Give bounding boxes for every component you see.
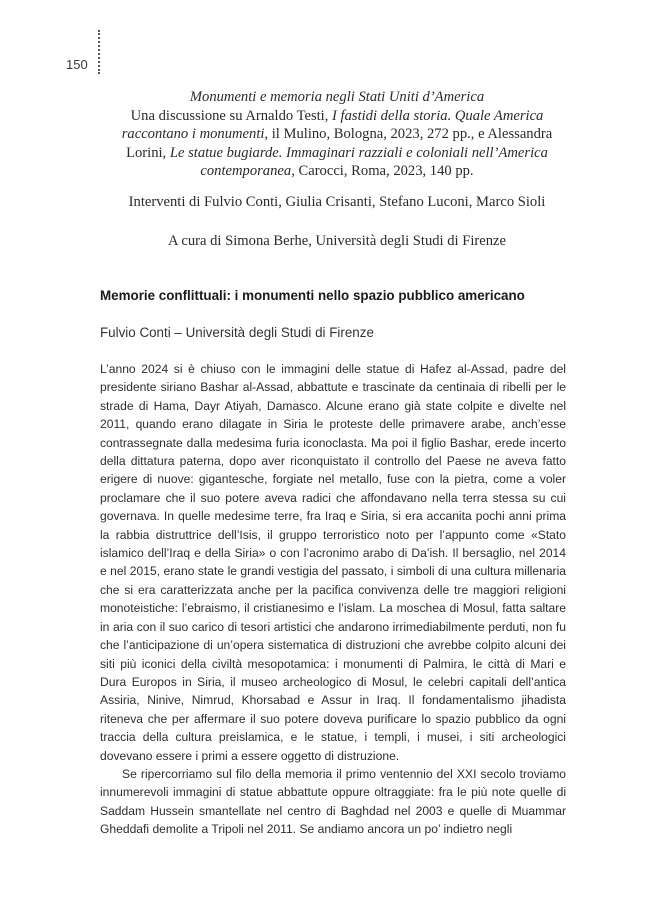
section-title: Memorie conflittuali: i monumenti nello spazio pubblico americano	[100, 288, 525, 303]
book1-title: I fastidi della storia. Quale America raccontano i monumenti	[121, 107, 544, 143]
book2-details: , Carocci, Roma, 2023, 140 pp.	[291, 163, 474, 180]
discussion-prefix: Una discussione su Arnaldo Testi,	[130, 107, 333, 124]
body-text	[100, 360, 566, 839]
body-paragraph-1: L’anno 2024 si è chiuso con le immagini delle statue di Hafez al-Assad, padre del presidente siriano Bashar al-Assad, abbattute e trascinate da centinaia di ribelli per le strade di Hama, Dayr Atiyah, Damasco. Alcune erano già state colpite e divelte nel 2011, quando erano dilagate in Siria le proteste delle primavere arabe, anch’esse contrassegnate dalla medesima furia iconoclasta. Ma poi il figlio Bashar, erede incerto della dittatura paterna, dopo aver riconquistato il controllo del Paese ne aveva fatto erigere di nuove: gigantesche, forgiate nel metallo, fuse con la pietra, come a voler proclamare che il suo potere aveva radici che affondavano nella terra stessa su cui governava. In quelle medesime terre, fra Iraq e Siria, si era accanita pochi anni prima la rabbia distruttrice dell’Isis, il gruppo terroristico noto per l’appunto come «Stato islamico dell’Iraq e della Siria» o con l’acronimo arabo di Da’ish. Il bersaglio, nel 2014 e nel 2015, erano state le grandi vestigia del passato, i simboli di una cultura millenaria che si era caratterizzata anche per la pacifica convivenza delle tre maggiori religioni monoteistiche: l’ebraismo, il cristianesimo e l’islam. La moschea di Mosul, fatta saltare in aria con il suo carico di tesori artistici che andarono irrimediabilmente perduti, non fu che l’anticipazione di un’opera sistematica di distruzioni che avrebbe colpito alcuni dei siti più iconici della civiltà mesopotamica: i monumenti di Palmira, le città di Mari e Dura Europos in Siria, il museo archeologico di Mosul, le celebri capitali dell’antica Assiria, Ninive, Nimrud, Khorsabad e Assur in Iraq. Il fondamentalismo jihadista riteneva che per affermare il suo potere doveva purificare lo spazio pubblico da ogni traccia della cultura preislamica, e le statue, i templi, i musei, i siti archeologici dovevano essere i primi a essere oggetto di distruzione.	[100, 362, 566, 763]
review-bibliography	[110, 107, 564, 181]
margin-dotted-rule	[98, 30, 100, 74]
contributors-line: Interventi di Fulvio Conti, Giulia Crisanti, Stefano Luconi, Marco Sioli	[128, 194, 546, 210]
book1-details: , il Mulino, Bologna, 2023, 272 pp., e Alessandra Lorini,	[126, 126, 553, 161]
curator-line: A cura di Simona Berhe, Università degli Studi di Firenze	[167, 233, 507, 249]
review-header	[110, 88, 564, 181]
review-title: Monumenti e memoria negli Stati Uniti d’America	[189, 89, 485, 105]
body-paragraph-2: Se ripercorriamo sul filo della memoria il primo ventennio del XXI secolo troviamo innumerevoli immagini di statue abbattute oppure oltraggiate: fra le più note quelle di Saddam Hussein smantellate nel centro di Baghdad nel 2003 e quelle di Muammar Gheddafi demolite a Tripoli nel 2011. Se andiamo ancora un po’ indietro negli	[100, 766, 566, 837]
page-number: 150	[66, 57, 88, 72]
book2-title: Le statue bugiarde. Immaginari razziali e coloniali nell’America contemporanea	[169, 144, 548, 180]
section-author: Fulvio Conti – Università degli Studi di Firenze	[100, 325, 374, 340]
